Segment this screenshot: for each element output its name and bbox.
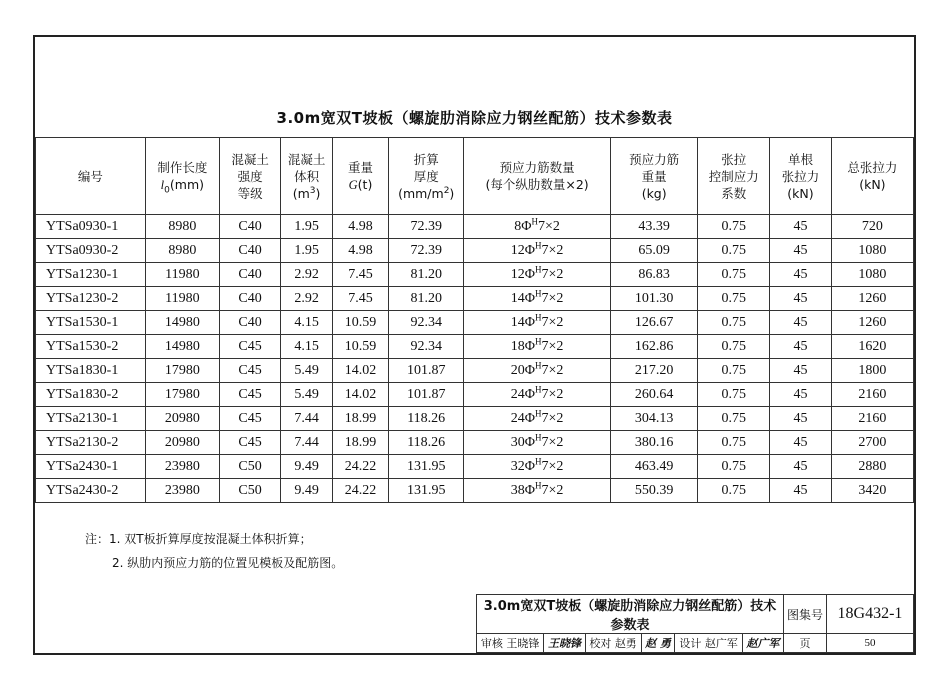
cell-tendon-weight: 126.67	[611, 311, 698, 335]
cell-tendon-weight: 304.13	[611, 407, 698, 431]
cell-grade: C40	[219, 263, 281, 287]
table-row	[36, 359, 914, 383]
check-cell: 校对 赵勇	[585, 634, 641, 653]
cell-weight: 7.45	[332, 263, 388, 287]
cell-thickness: 118.26	[389, 431, 464, 455]
cell-weight: 14.02	[332, 359, 388, 383]
cell-grade: C50	[219, 455, 281, 479]
cell-thickness: 72.39	[389, 215, 464, 239]
cell-total-force: 1260	[831, 311, 913, 335]
cell-code: YTSa2430-2	[36, 479, 146, 503]
cell-weight: 7.45	[332, 287, 388, 311]
cell-volume: 4.15	[281, 311, 332, 335]
cell-tendon-weight: 550.39	[611, 479, 698, 503]
cell-grade: C50	[219, 479, 281, 503]
cell-tendon-weight: 260.64	[611, 383, 698, 407]
cell-tendon-count: $12\Phi^H7\times 2$	[464, 239, 611, 263]
cell-control-coef: 0.75	[698, 215, 770, 239]
cell-control-coef: 0.75	[698, 311, 770, 335]
cell-code: YTSa2430-1	[36, 455, 146, 479]
cell-single-force: 45	[770, 479, 832, 503]
cell-weight: 10.59	[332, 335, 388, 359]
cell-total-force: 2700	[831, 431, 913, 455]
cell-volume: 5.49	[281, 359, 332, 383]
atlas-number: 18G432-1	[827, 595, 914, 634]
cell-total-force: 1080	[831, 263, 913, 287]
cell-weight: 24.22	[332, 455, 388, 479]
cell-control-coef: 0.75	[698, 383, 770, 407]
cell-tendon-count: $24\Phi^H7\times 2$	[464, 383, 611, 407]
cell-weight: 4.98	[332, 215, 388, 239]
cell-thickness: 101.87	[389, 359, 464, 383]
cell-single-force: 45	[770, 335, 832, 359]
cell-weight: 18.99	[332, 407, 388, 431]
cell-length: 17980	[145, 383, 219, 407]
cell-control-coef: 0.75	[698, 359, 770, 383]
cell-total-force: 2160	[831, 383, 913, 407]
cell-weight: 10.59	[332, 311, 388, 335]
cell-single-force: 45	[770, 263, 832, 287]
cell-length: 11980	[145, 287, 219, 311]
cell-total-force: 1260	[831, 287, 913, 311]
cell-total-force: 1620	[831, 335, 913, 359]
cell-total-force: 2880	[831, 455, 913, 479]
cell-total-force: 1080	[831, 239, 913, 263]
cell-grade: C40	[219, 215, 281, 239]
cell-tendon-count: $32\Phi^H7\times 2$	[464, 455, 611, 479]
cell-tendon-count: $12\Phi^H7\times 2$	[464, 263, 611, 287]
cell-tendon-count: $24\Phi^H7\times 2$	[464, 407, 611, 431]
cell-grade: C45	[219, 383, 281, 407]
cell-control-coef: 0.75	[698, 239, 770, 263]
cell-tendon-count: $30\Phi^H7\times 2$	[464, 431, 611, 455]
cell-code: YTSa1830-2	[36, 383, 146, 407]
cell-grade: C45	[219, 335, 281, 359]
drawing-frame	[33, 35, 916, 655]
table-body	[36, 215, 914, 503]
cell-control-coef: 0.75	[698, 407, 770, 431]
cell-control-coef: 0.75	[698, 479, 770, 503]
header-single-force: 单根 张拉力 (kN)	[770, 138, 832, 215]
cell-code: YTSa1530-2	[36, 335, 146, 359]
header-concrete-grade: 混凝土 强度 等级	[219, 138, 281, 215]
cell-thickness: 131.95	[389, 455, 464, 479]
table-row	[36, 335, 914, 359]
table-row	[36, 407, 914, 431]
table-row	[36, 239, 914, 263]
cell-length: 11980	[145, 263, 219, 287]
cell-code: YTSa0930-2	[36, 239, 146, 263]
cell-volume: 2.92	[281, 287, 332, 311]
cell-grade: C45	[219, 431, 281, 455]
cell-tendon-count: $38\Phi^H7\times 2$	[464, 479, 611, 503]
cell-thickness: 92.34	[389, 311, 464, 335]
cell-weight: 14.02	[332, 383, 388, 407]
table-row	[36, 287, 914, 311]
cell-tendon-weight: 101.30	[611, 287, 698, 311]
review-signature: 王晓锋	[544, 634, 585, 653]
cell-control-coef: 0.75	[698, 335, 770, 359]
cell-single-force: 45	[770, 431, 832, 455]
cell-tendon-weight: 86.83	[611, 263, 698, 287]
header-equiv-thickness: 折算 厚度 $(mm/m^2)$	[389, 138, 464, 215]
header-tendon-weight: 预应力筋 重量 (kg)	[611, 138, 698, 215]
header-code: 编号	[36, 138, 146, 215]
cell-grade: C40	[219, 239, 281, 263]
cell-volume: 1.95	[281, 215, 332, 239]
cell-thickness: 131.95	[389, 479, 464, 503]
cell-volume: 4.15	[281, 335, 332, 359]
cell-tendon-count: $20\Phi^H7\times 2$	[464, 359, 611, 383]
cell-volume: 2.92	[281, 263, 332, 287]
cell-code: YTSa2130-1	[36, 407, 146, 431]
cell-code: YTSa1230-1	[36, 263, 146, 287]
titleblock-title: 3.0m宽双T坡板（螺旋肋消除应力钢丝配筋）技术参数表	[476, 595, 783, 634]
cell-single-force: 45	[770, 287, 832, 311]
title-block	[476, 594, 914, 653]
table-row	[36, 479, 914, 503]
cell-tendon-count: $14\Phi^H7\times 2$	[464, 311, 611, 335]
table-row	[36, 431, 914, 455]
page-label: 页	[783, 634, 826, 653]
review-cell: 审核 王晓锋	[476, 634, 543, 653]
cell-thickness: 118.26	[389, 407, 464, 431]
cell-tendon-count: $14\Phi^H7\times 2$	[464, 287, 611, 311]
cell-control-coef: 0.75	[698, 287, 770, 311]
cell-length: 14980	[145, 311, 219, 335]
cell-grade: C40	[219, 287, 281, 311]
cell-volume: 7.44	[281, 407, 332, 431]
cell-tendon-weight: 65.09	[611, 239, 698, 263]
design-cell: 设计 赵广军	[675, 634, 742, 653]
cell-weight: 4.98	[332, 239, 388, 263]
cell-single-force: 45	[770, 383, 832, 407]
table-row	[36, 311, 914, 335]
parameter-table	[35, 137, 914, 503]
cell-single-force: 45	[770, 239, 832, 263]
cell-length: 23980	[145, 455, 219, 479]
cell-code: YTSa1530-1	[36, 311, 146, 335]
cell-control-coef: 0.75	[698, 431, 770, 455]
cell-total-force: 720	[831, 215, 913, 239]
cell-length: 17980	[145, 359, 219, 383]
header-weight: 重量 G(t)	[332, 138, 388, 215]
cell-length: 8980	[145, 239, 219, 263]
cell-code: YTSa0930-1	[36, 215, 146, 239]
table-row	[36, 383, 914, 407]
cell-single-force: 45	[770, 407, 832, 431]
note-1: 注：1. 双T板折算厚度按混凝土体积折算；	[85, 532, 312, 546]
cell-thickness: 101.87	[389, 383, 464, 407]
cell-length: 20980	[145, 431, 219, 455]
cell-volume: 1.95	[281, 239, 332, 263]
header-length: 制作长度 $l_0(mm)$	[145, 138, 219, 215]
cell-tendon-weight: 380.16	[611, 431, 698, 455]
cell-volume: 9.49	[281, 479, 332, 503]
cell-length: 20980	[145, 407, 219, 431]
cell-single-force: 45	[770, 455, 832, 479]
header-total-force: 总张拉力 (kN)	[831, 138, 913, 215]
atlas-label: 图集号	[783, 595, 826, 634]
cell-tendon-weight: 162.86	[611, 335, 698, 359]
cell-total-force: 1800	[831, 359, 913, 383]
cell-volume: 7.44	[281, 431, 332, 455]
header-concrete-volume: 混凝土 体积 $(m^3)$	[281, 138, 332, 215]
cell-code: YTSa1230-2	[36, 287, 146, 311]
cell-tendon-weight: 43.39	[611, 215, 698, 239]
cell-thickness: 81.20	[389, 263, 464, 287]
cell-length: 23980	[145, 479, 219, 503]
cell-volume: 5.49	[281, 383, 332, 407]
design-signature: 赵广军	[742, 634, 783, 653]
cell-weight: 18.99	[332, 431, 388, 455]
cell-grade: C45	[219, 407, 281, 431]
check-signature: 赵 勇	[641, 634, 675, 653]
cell-volume: 9.49	[281, 455, 332, 479]
cell-thickness: 81.20	[389, 287, 464, 311]
notes	[85, 527, 343, 575]
cell-thickness: 92.34	[389, 335, 464, 359]
cell-weight: 24.22	[332, 479, 388, 503]
cell-code: YTSa1830-1	[36, 359, 146, 383]
cell-tendon-weight: 217.20	[611, 359, 698, 383]
cell-single-force: 45	[770, 311, 832, 335]
cell-length: 14980	[145, 335, 219, 359]
cell-length: 8980	[145, 215, 219, 239]
header-row	[36, 138, 914, 215]
cell-thickness: 72.39	[389, 239, 464, 263]
cell-control-coef: 0.75	[698, 455, 770, 479]
cell-tendon-count: $8\Phi^H7\times 2$	[464, 215, 611, 239]
note-2: 2. 纵肋内预应力筋的位置见模板及配筋图。	[112, 556, 344, 570]
header-tendon-count: 预应力筋数量 (每个纵肋数量×2)	[464, 138, 611, 215]
cell-grade: C45	[219, 359, 281, 383]
cell-single-force: 45	[770, 359, 832, 383]
cell-single-force: 45	[770, 215, 832, 239]
cell-grade: C40	[219, 311, 281, 335]
page-number: 50	[827, 634, 914, 653]
table-row	[36, 215, 914, 239]
table-row	[36, 263, 914, 287]
cell-total-force: 2160	[831, 407, 913, 431]
header-control-stress: 张拉 控制应力 系数	[698, 138, 770, 215]
cell-control-coef: 0.75	[698, 263, 770, 287]
cell-code: YTSa2130-2	[36, 431, 146, 455]
cell-total-force: 3420	[831, 479, 913, 503]
table-title: 3.0m宽双T坡板（螺旋肋消除应力钢丝配筋）技术参数表	[276, 109, 673, 127]
cell-tendon-count: $18\Phi^H7\times 2$	[464, 335, 611, 359]
cell-tendon-weight: 463.49	[611, 455, 698, 479]
table-row	[36, 455, 914, 479]
